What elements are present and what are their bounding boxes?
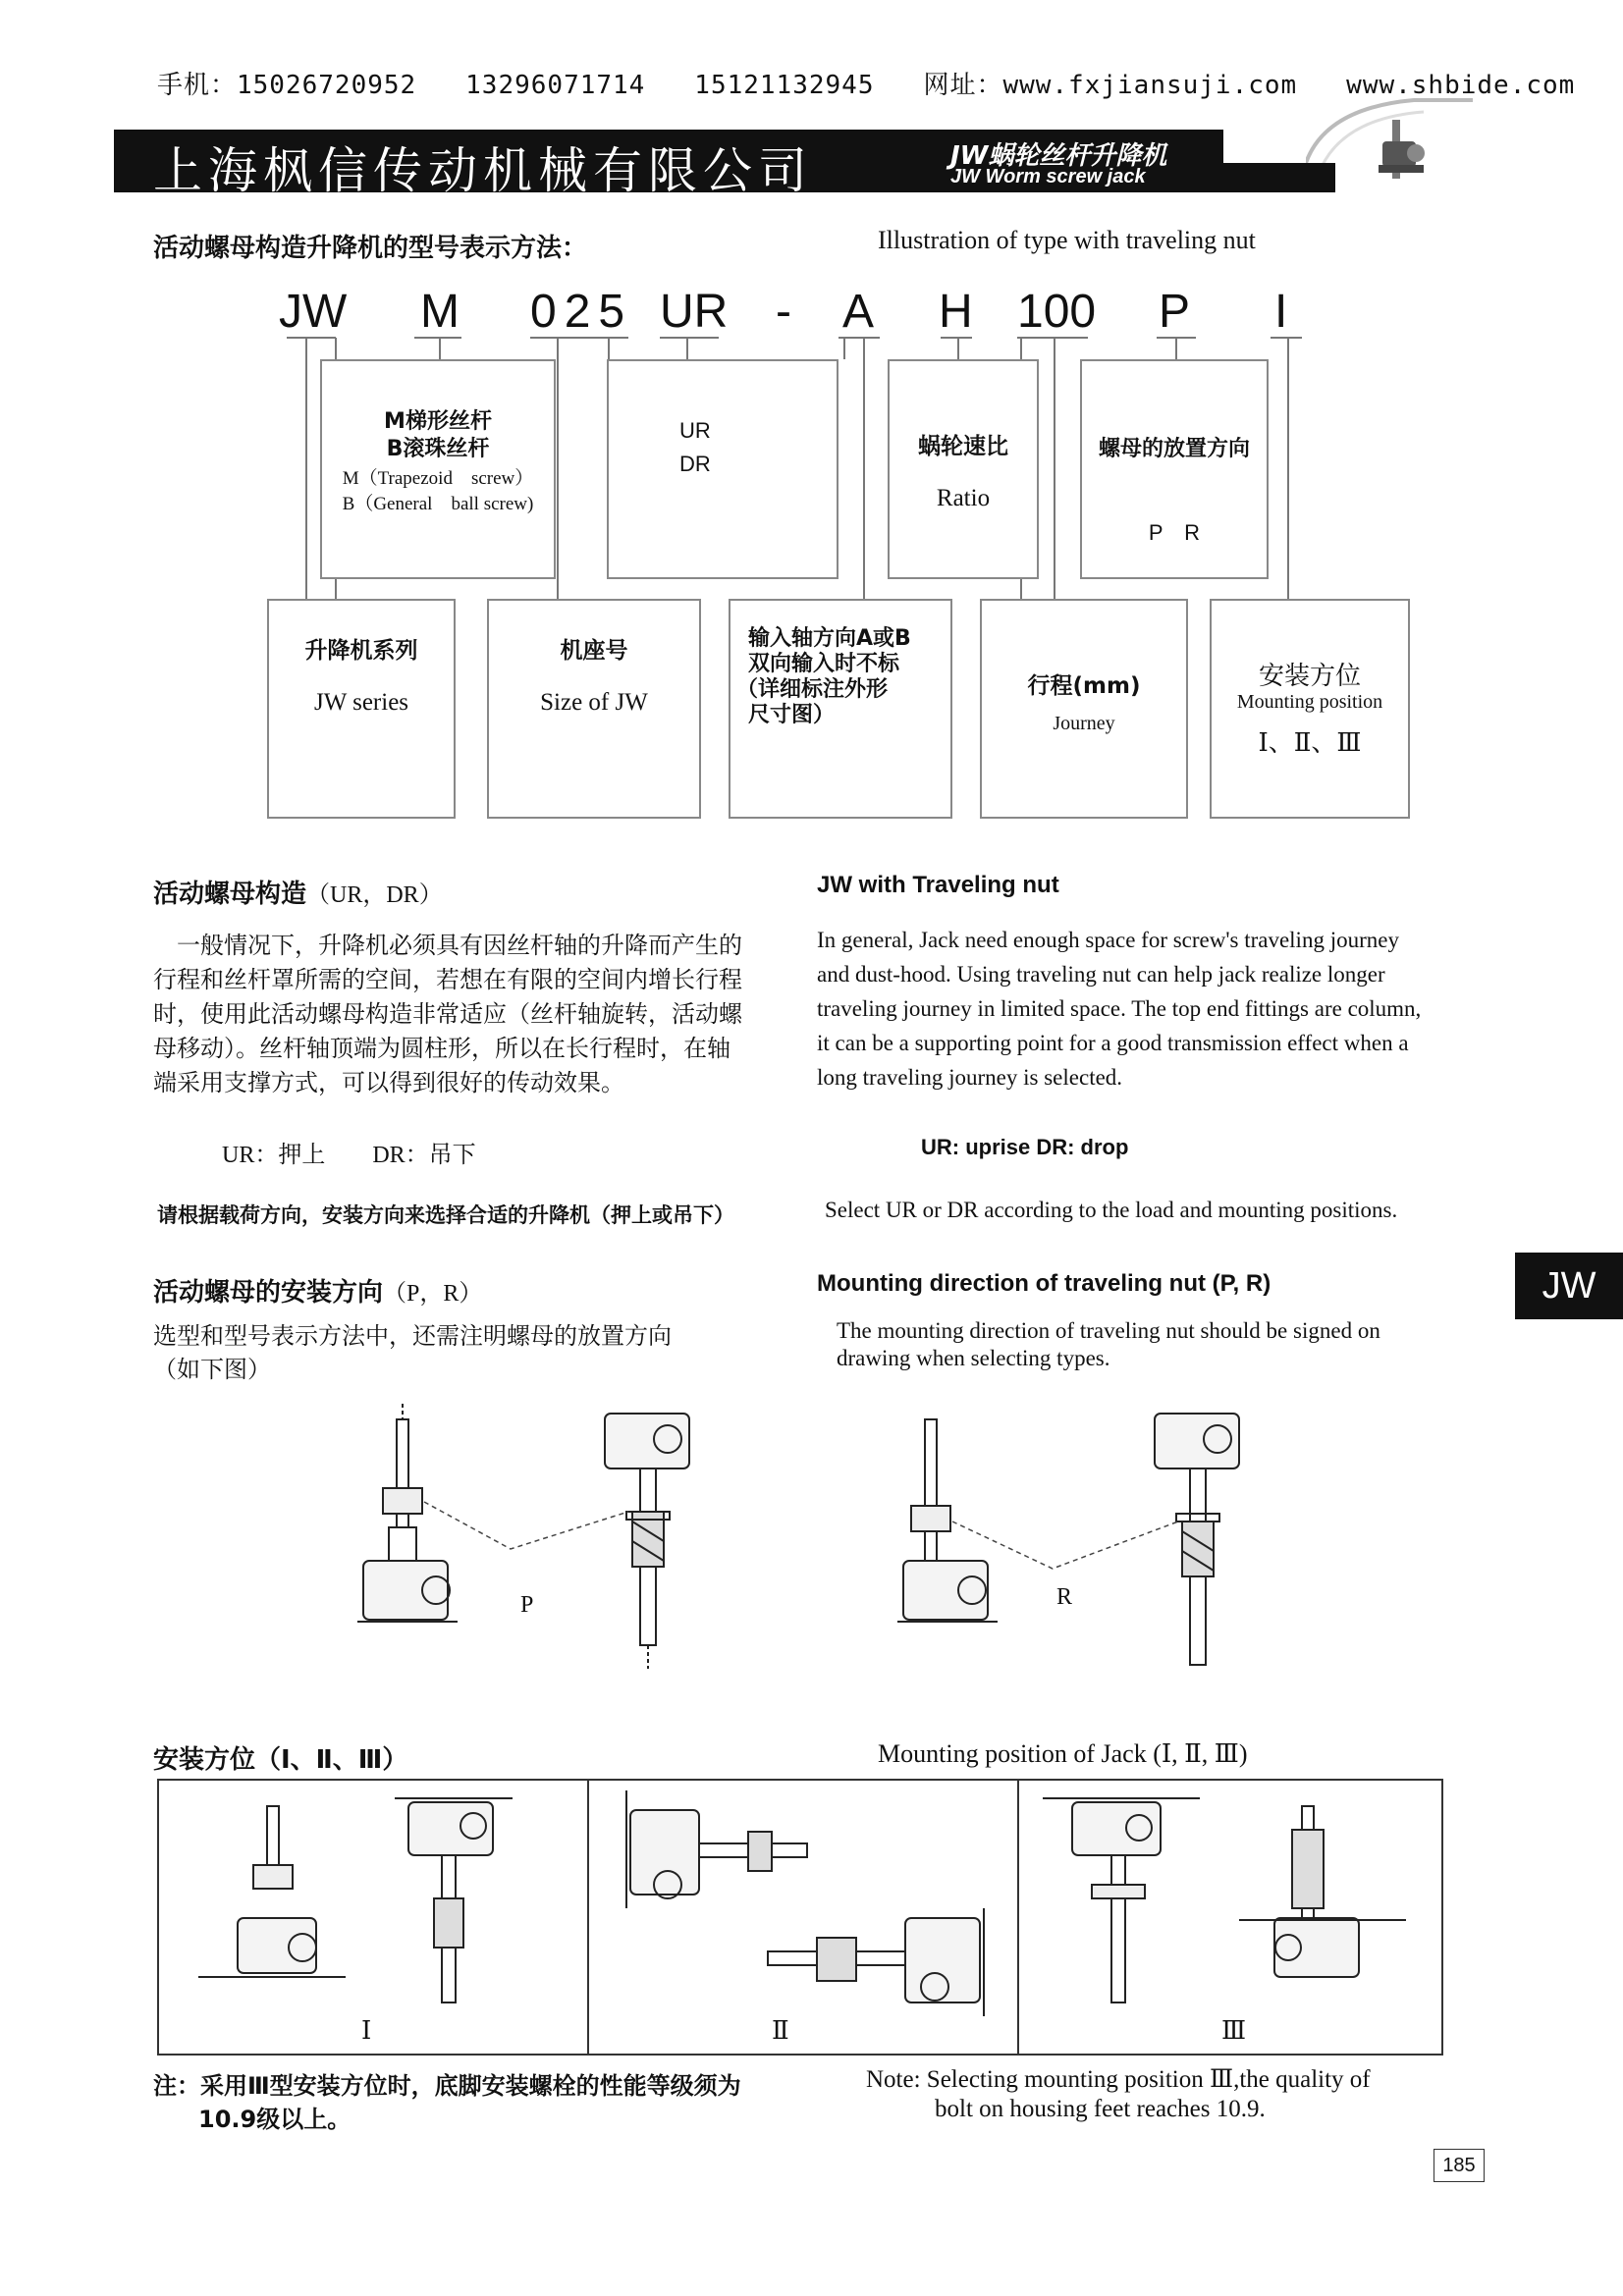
- mounting-position-cn: 安装方位: [1258, 662, 1361, 691]
- mount-direction-heading-paren: （P，R）: [383, 1281, 483, 1307]
- size-label-cn: 机座号: [560, 638, 628, 664]
- nut-direction-label-r: R: [1056, 1584, 1073, 1610]
- type-code-title-en: Illustration of type with traveling nut: [878, 226, 1256, 254]
- mount-direction-text-cn: [153, 1319, 672, 1386]
- nut-direction-values: P R: [1148, 520, 1201, 545]
- code-part-series: JW: [279, 286, 348, 338]
- code-part-dash: -: [776, 286, 791, 338]
- mount-direction-cn-line: （如下图）: [153, 1356, 271, 1383]
- note-cn: [153, 2069, 741, 2136]
- mount-position-1-drawing: [198, 1790, 571, 2006]
- code-part-mount: UR: [660, 286, 729, 338]
- traveling-nut-en-line: long traveling journey is selected.: [817, 1065, 1123, 1090]
- mount-position-table: [157, 1779, 1443, 2056]
- mount-position-2-drawing: [621, 1790, 994, 2016]
- mount-position-divider: [1017, 1781, 1019, 2054]
- series-box: [267, 599, 456, 819]
- note-en-line: Note: Selecting mounting position Ⅲ,the quality of: [866, 2066, 1371, 2093]
- mount-position-heading-cn: 安装方位（Ⅰ、Ⅱ、Ⅲ）: [153, 1745, 408, 1775]
- code-part-ratio: H: [939, 286, 973, 338]
- code-part-stroke: 100: [1017, 286, 1097, 338]
- stroke-label-en: Journey: [1053, 713, 1115, 734]
- mount-type-ur: UR: [679, 418, 711, 443]
- ur-dr-legend-en: UR: uprise DR: drop: [921, 1135, 1129, 1159]
- mount-position-3-drawing: [1043, 1790, 1435, 2016]
- traveling-nut-en-line: it can be a supporting point for a good transmission effect when a: [817, 1031, 1409, 1055]
- screw-type-m-cn: M梯形丝杆: [384, 409, 492, 434]
- mount-direction-en-line: The mounting direction of traveling nut should be signed on: [837, 1318, 1380, 1343]
- nut-direction-label: 螺母的放置方向: [1098, 437, 1250, 461]
- traveling-nut-en-line: In general, Jack need enough space for screw's traveling journey: [817, 928, 1399, 952]
- nut-direction-box: [1080, 359, 1269, 579]
- screw-type-box: [320, 359, 556, 579]
- nut-direction-r-drawing: [874, 1404, 1286, 1688]
- ratio-label-en: Ratio: [936, 485, 991, 511]
- select-instruction-en: Select UR or DR according to the load and mounting positions.: [825, 1198, 1398, 1222]
- mount-direction-en-line: drawing when selecting types.: [837, 1346, 1110, 1370]
- mount-direction-text-en: [837, 1317, 1380, 1372]
- series-label-en: JW series: [313, 689, 409, 716]
- size-label-en: Size of JW: [540, 689, 648, 716]
- ratio-box: [888, 359, 1039, 579]
- code-part-position: I: [1274, 286, 1288, 338]
- traveling-nut-text-en: [817, 923, 1504, 1095]
- type-code-title-cn: 活动螺母构造升降机的型号表示方法：: [153, 234, 588, 263]
- traveling-nut-heading-cn: 活动螺母构造（UR，DR）: [153, 880, 443, 909]
- screw-type-b-cn: B滚珠丝杆: [386, 437, 490, 461]
- ur-dr-legend-cn: UR：押上 DR：吊下: [222, 1143, 476, 1168]
- note-cn-line: 注：采用Ⅲ型安装方位时，底脚安装螺栓的性能等级须为: [153, 2072, 741, 2100]
- code-part-screw: M: [420, 286, 460, 338]
- traveling-nut-cn-line: 端采用支撑方式，可以得到很好的传动效果。: [153, 1069, 624, 1096]
- note-en: [866, 2065, 1371, 2124]
- select-instruction-cn: 请根据载荷方向，安装方向来选择合适的升降机（押上或吊下）: [157, 1203, 734, 1227]
- mount-direction-heading-cn: 活动螺母的安装方向（P，R）: [153, 1278, 483, 1308]
- traveling-nut-cn-line: 一般情况下，升降机必须具有因丝杆轴的升降而产生的: [153, 932, 742, 959]
- note-en-line: bolt on housing feet reaches 10.9.: [935, 2096, 1266, 2122]
- mount-type-dr: DR: [679, 452, 711, 476]
- traveling-nut-text-cn: [153, 929, 782, 1100]
- nut-direction-p-drawing: [334, 1404, 746, 1688]
- traveling-nut-cn-line: 行程和丝杆罩所需的空间，若想在有限的空间内增长行程: [153, 966, 742, 993]
- jw-side-tab: JW: [1515, 1253, 1623, 1319]
- size-box: [487, 599, 701, 819]
- input-shaft-line2: 双向输入时不标: [748, 652, 900, 676]
- contact-line: 手机：15026720952 13296071714 15121132945 网址：www.fxjiansuji.com www.shbide.com: [157, 71, 1576, 100]
- page-number: 185: [1434, 2149, 1485, 2182]
- stroke-label-cn: 行程(mm): [1027, 673, 1141, 699]
- input-shaft-line1: 输入轴方向A或B: [748, 626, 911, 651]
- product-title-en: JW Worm screw jack: [950, 166, 1146, 187]
- mount-type-box: [607, 359, 839, 579]
- stroke-box: [980, 599, 1188, 819]
- ratio-label-cn: 蜗轮速比: [918, 434, 1008, 459]
- series-label-cn: 升降机系列: [304, 638, 418, 664]
- company-name: 上海枫信传动机械有限公司: [153, 142, 813, 199]
- mount-direction-cn-line: 选型和型号表示方法中，还需注明螺母的放置方向: [153, 1322, 672, 1350]
- traveling-nut-en-line: and dust-hood. Using traveling nut can help jack realize longer: [817, 962, 1385, 987]
- mount-direction-heading-en: Mounting direction of traveling nut (P, R): [817, 1270, 1271, 1297]
- traveling-nut-heading-en: JW with Traveling nut: [817, 872, 1059, 898]
- traveling-nut-en-line: traveling journey in limited space. The top end fittings are column,: [817, 996, 1422, 1021]
- input-shaft-line4: 尺寸图）: [748, 703, 836, 727]
- mount-position-divider: [587, 1781, 589, 2054]
- mounting-position-values: Ⅰ、Ⅱ、Ⅲ: [1258, 728, 1362, 757]
- mount-position-label-2: Ⅱ: [772, 2016, 789, 2045]
- mounting-position-box: [1210, 599, 1410, 819]
- screw-type-m-en: M（Trapezoid screw）: [342, 468, 534, 489]
- traveling-nut-cn-line: 时，使用此活动螺母构造非常适应（丝杆轴旋转，活动螺: [153, 1000, 742, 1028]
- code-part-input: A: [842, 286, 875, 338]
- mount-position-label-1: Ⅰ: [361, 2016, 372, 2045]
- nut-direction-label-p: P: [520, 1592, 534, 1618]
- traveling-nut-cn-line: 母移动）。丝杆轴顶端为圆柱形，所以在长行程时，在轴: [153, 1035, 730, 1062]
- screw-type-b-en: B（General ball screw): [342, 494, 534, 514]
- mount-position-label-3: Ⅲ: [1221, 2016, 1247, 2045]
- note-cn-line: 10.9级以上。: [198, 2106, 352, 2133]
- code-part-nut: P: [1159, 286, 1191, 338]
- input-shaft-line3: （详细标注外形: [736, 677, 889, 702]
- input-shaft-box: [729, 599, 952, 819]
- mounting-position-en: Mounting position: [1236, 691, 1383, 713]
- product-title-cn: JW蜗轮丝杆升降机: [950, 141, 1167, 171]
- mount-position-heading-en: Mounting position of Jack (Ⅰ, Ⅱ, Ⅲ): [878, 1739, 1248, 1768]
- code-part-size: 025: [530, 286, 633, 338]
- traveling-nut-heading-paren: （UR，DR）: [306, 882, 443, 908]
